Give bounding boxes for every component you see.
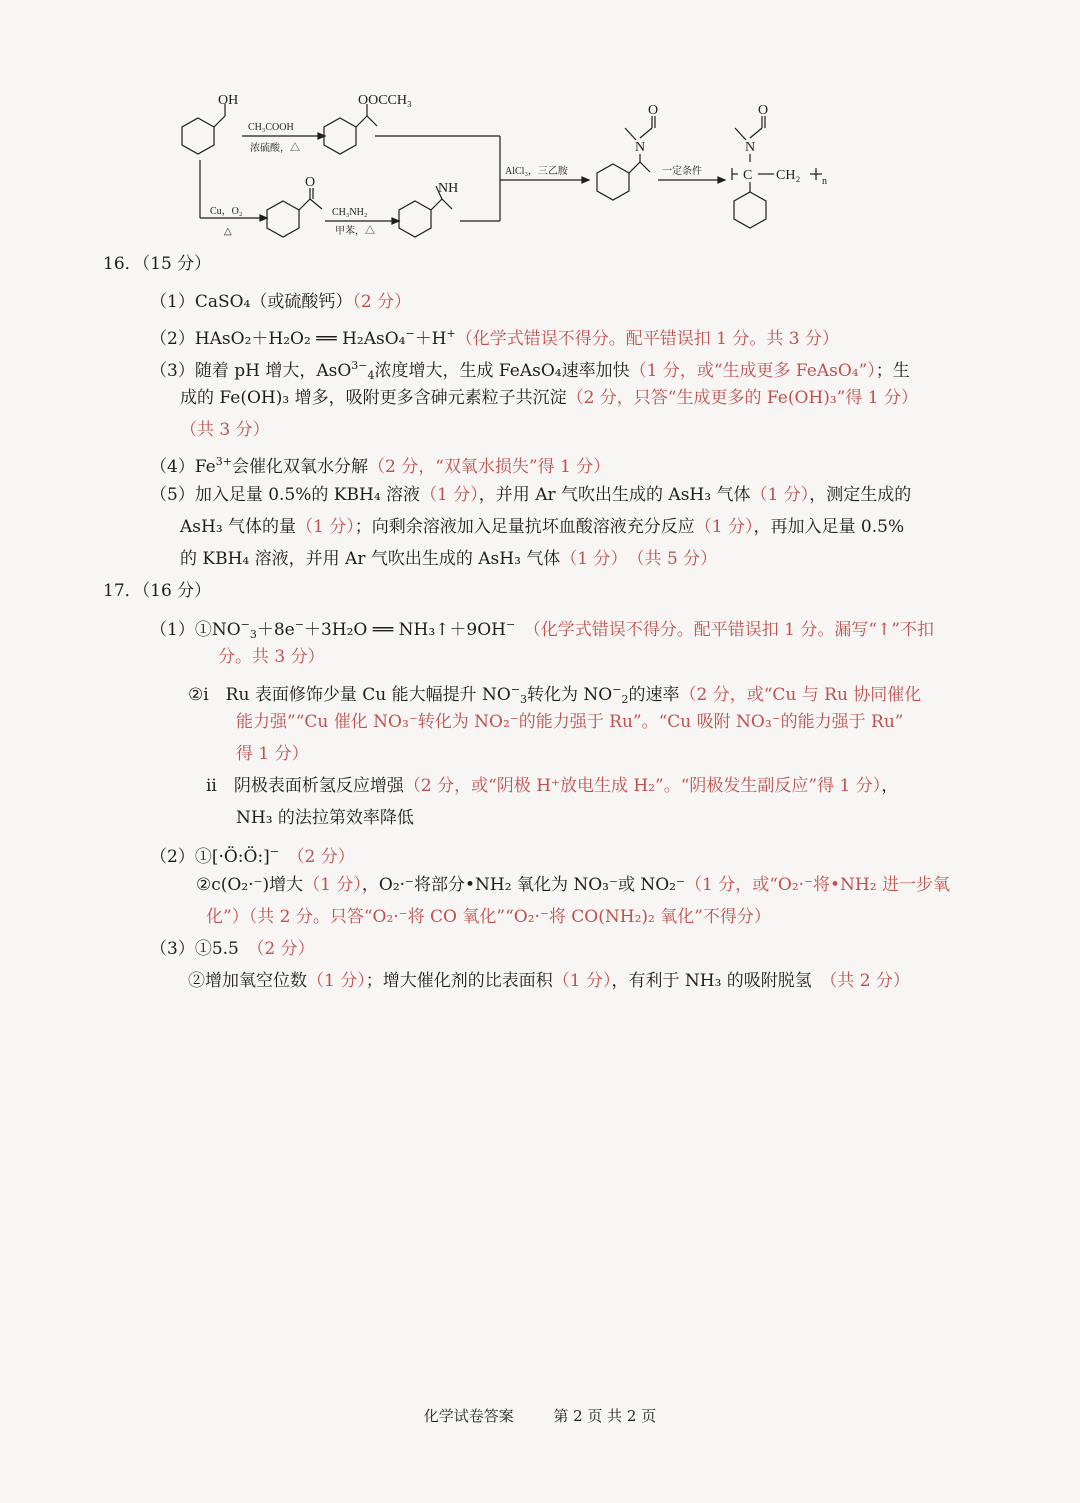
footer-page-number: 第 2 页 共 2 页 bbox=[553, 1407, 657, 1425]
q16-part5-line2: AsH₃ 气体的量（1 分）；向剩余溶液加入足量抗坏血酸溶液充分反应（1 分），再加入足量 0.5% bbox=[180, 517, 905, 537]
reagent-3-top: CH₃NH₂ bbox=[332, 207, 368, 218]
footer-title: 化学试卷答案 bbox=[423, 1407, 514, 1425]
reagent-2-bottom: △ bbox=[224, 226, 232, 237]
benzene-ring-1 bbox=[182, 118, 214, 154]
q17-part1-2i-line3: 得 1 分） bbox=[236, 744, 309, 764]
q17-part3-1: （3）①5.5 （2 分） bbox=[150, 939, 315, 959]
ketone-o-label: O bbox=[305, 175, 316, 190]
benzene-ring-5 bbox=[597, 164, 629, 200]
q17-part1-line1: $(1)①NO^-_3+8e^-+3H_2O$ ══ NH₃↑＋9OH− （化学式错误不得分。配平错误扣 1 分。漏写“↑”不扣 bbox=[150, 618, 934, 641]
page-footer bbox=[0, 1405, 1080, 1426]
benzene-ring-4 bbox=[399, 201, 431, 237]
poly-c-label: C bbox=[743, 168, 753, 183]
q16-part3-line3: （共 3 分） bbox=[180, 420, 270, 440]
amide-n-label: N bbox=[635, 140, 646, 155]
q16-part3-line2: 成的 Fe(OH)₃ 增多，吸附更多含砷元素粒子共沉淀（2 分，只答“生成更多的 Fe(OH)₃”得 1 分） bbox=[180, 388, 918, 408]
poly-n-subscript: n bbox=[822, 176, 827, 187]
q17-part1-line2: 分。共 3 分） bbox=[218, 647, 325, 667]
q16-part4: $(4)Fe^{3+}$会催化双氧水分解（2 分，“双氧水损失”得 1 分） bbox=[150, 455, 611, 477]
q17-part1-2i-line1: ②i Ru 表面修饰少量 Cu 能大幅提升 $NO^-_3$转化为 $NO^-_2$的速率（2 分，或“Cu 与 Ru 协同催化 bbox=[188, 683, 922, 706]
amide-o-label: O bbox=[648, 103, 659, 118]
q17-part1-2ii-line2: NH₃ 的法拉第效率降低 bbox=[236, 808, 414, 828]
reagent-1-bottom: 浓硫酸，△ bbox=[250, 143, 300, 154]
benzene-ring-3 bbox=[267, 201, 299, 237]
benzene-ring-6 bbox=[734, 192, 766, 228]
nh-label: NH bbox=[438, 181, 459, 196]
reagent-3-bottom: 甲苯，△ bbox=[335, 226, 375, 237]
ester-label: OOCCH₃ bbox=[358, 93, 412, 108]
q16-heading: 16．（15 分） bbox=[103, 254, 212, 274]
reagent-1-top: CH₃COOH bbox=[248, 122, 294, 133]
poly-n-label: N bbox=[745, 140, 756, 155]
q16-part3-line1: （3）随着 pH 增大，AsO$^{3-}_4$浓度增大，生成 FeAsO₄速率加快（1 分，或“生成更多 FeAsO₄”）；生 bbox=[150, 359, 910, 382]
reagent-5: 一定条件 bbox=[662, 166, 702, 177]
q16-part5-line3: 的 KBH₄ 溶液，并用 Ar 气吹出生成的 AsH₃ 气体（1 分） （共 5 分） bbox=[180, 549, 718, 569]
q17-part3-2: ②增加氧空位数（1 分）；增大催化剂的比表面积（1 分），有利于 NH₃ 的吸附脱氢 （共 2 分） bbox=[188, 971, 910, 991]
synthesis-scheme bbox=[170, 88, 850, 248]
benzene-ring-2 bbox=[324, 118, 356, 154]
poly-ch2-label: CH₂ bbox=[776, 168, 801, 183]
q16-part2: （2）HAsO₂＋H₂O₂ ══ H₂AsO₄−＋H+（化学式错误不得分。配平错误扣 1 分。共 3 分） bbox=[150, 327, 839, 349]
oh-label: OH bbox=[218, 93, 239, 108]
q17-part2-2-line2: 化”）（共 2 分。只答“O₂·⁻将 CO 氧化”“O₂·⁻将 CO(NH₂)₂ 氧化”不得分） bbox=[206, 907, 771, 927]
q17-part2-1: （2）①[·Ö:Ö:]− （2 分） bbox=[150, 845, 355, 867]
q17-part1-2ii-line1: ii 阴极表面析氢反应增强（2 分，或“阴极 H⁺放电生成 H₂”。“阴极发生副反应”得 1 分）， bbox=[206, 776, 899, 796]
q16-part1: （1）CaSO₄（或硫酸钙）（2 分） bbox=[150, 292, 412, 312]
poly-o-label: O bbox=[758, 103, 769, 118]
q17-part2-2-line1: ②c(O₂·⁻)增大（1 分），O₂·⁻将部分•NH₂ 氧化为 NO₃⁻或 NO₂⁻（1 分，或“O₂·⁻将•NH₂ 进一步氧 bbox=[196, 875, 950, 895]
q17-part1-2i-line2: 能力强”“Cu 催化 NO₃⁻转化为 NO₂⁻的能力强于 Ru”。“Cu 吸附 NO₃⁻的能力强于 Ru” bbox=[236, 712, 904, 732]
reagent-4: AlCl₃，三乙胺 bbox=[505, 166, 568, 177]
reagent-2-top: Cu，O₂ bbox=[210, 206, 243, 217]
q16-part5-line1: （5）加入足量 0.5%的 KBH₄ 溶液（1 分），并用 Ar 气吹出生成的 AsH₃ 气体（1 分），测定生成的 bbox=[150, 485, 912, 505]
q17-heading: 17．（16 分） bbox=[103, 581, 212, 601]
